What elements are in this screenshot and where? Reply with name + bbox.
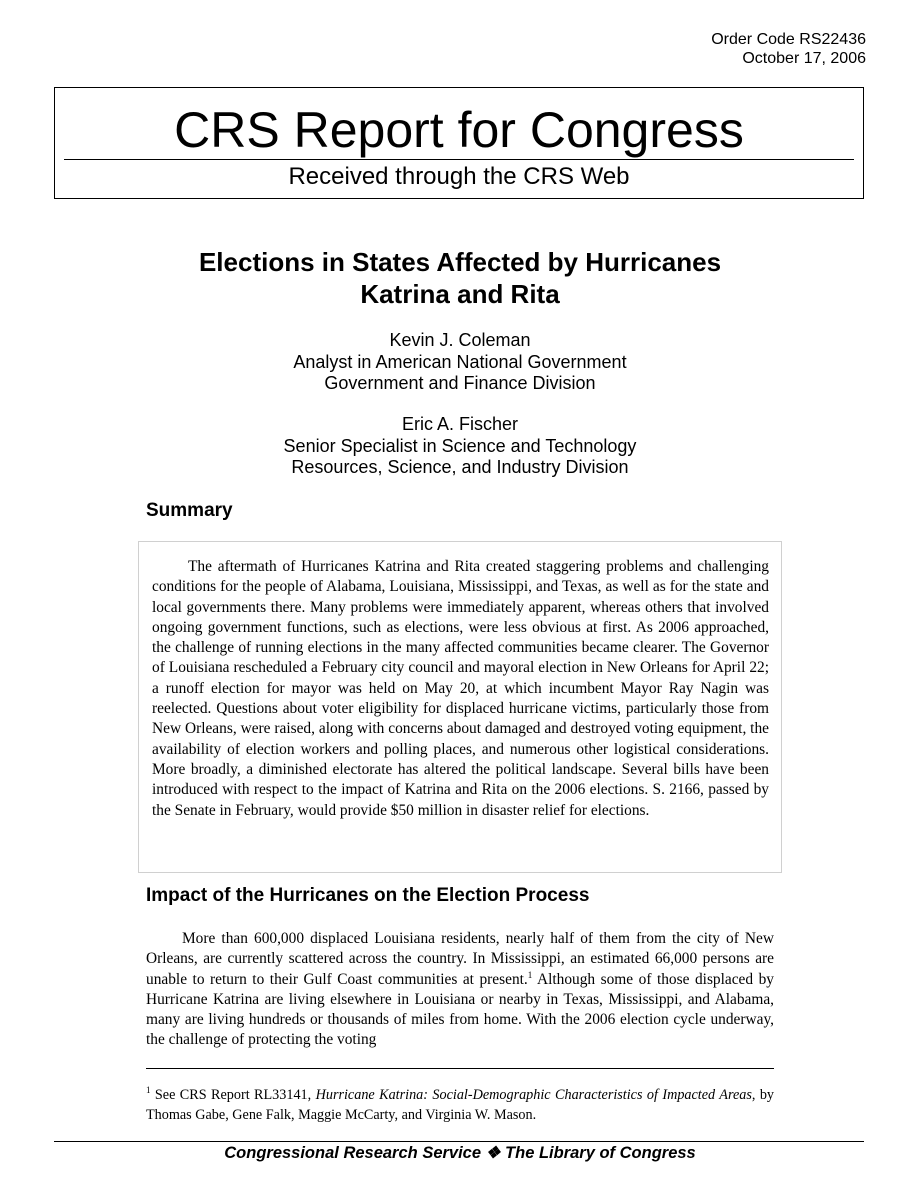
summary-heading: Summary: [146, 500, 233, 521]
title-line-1: Elections in States Affected by Hurricanes: [198, 247, 722, 277]
banner-title: CRS Report for Congress: [174, 102, 744, 158]
author-name: Kevin J. Coleman: [389, 330, 531, 350]
author-division: Resources, Science, and Industry Division: [291, 457, 629, 477]
document-title: [0, 246, 920, 310]
banner-divider: [64, 159, 854, 160]
impact-heading: Impact of the Hurricanes on the Election Process: [146, 885, 590, 906]
footer-library: The Library of Congress: [505, 1144, 696, 1162]
author-block-2: [0, 414, 920, 479]
report-banner: [54, 87, 864, 199]
footnote-suffix: , by Thomas Gabe, Gene Falk, Maggie McCarty, and Virginia W. Mason.: [146, 1087, 775, 1123]
page-footer: [0, 1143, 920, 1163]
impact-paragraph: [146, 929, 774, 1051]
summary-text: The aftermath of Hurricanes Katrina and Rita created staggering problems and challenging conditions for the people of Alabama, Louisiana, Mississippi, and Texas, as well as for the state and local governments there. Many problems were immediately apparent, whereas others that involved ongoing government functions, such as elections, were less obvious at first. As 2006 approached, the challenge of running elections in the many affected communities became clearer. The Governor of Louisiana rescheduled a February city council and mayoral election in New Orleans for April 22; a runoff election for mayor was held on May 20, at which incumbent Mayor Ray Nagin was reelected. Questions about voter eligibility for displaced hurricane victims, particularly those from New Orleans, were raised, along with concerns about damaged and destroyed voting equipment, the availability of election workers and polling places, and numerous other logistical considerations. More broadly, a diminished electorate has altered the political landscape. Several bills have been introduced with respect to the impact of Katrina and Rita on the 2006 elections. S. 2166, passed by the Senate in February, would provide $50 million in disaster relief for elections.: [152, 558, 769, 819]
impact-text-part-2: Although some of those displaced by Hurricane Katrina are living elsewhere in Louisiana or nearby in Texas, Mississippi, and Alabama, many are living hundreds or thousands of miles from home. With the 2006 election cycle underway, the challenge of protecting the voting: [146, 970, 774, 1049]
author-name: Eric A. Fischer: [401, 414, 519, 434]
author-block-1: [0, 330, 920, 395]
footer-separator-icon: ❖: [485, 1144, 501, 1162]
footnote-prefix: See CRS Report RL33141,: [150, 1087, 316, 1103]
title-line-2: Katrina and Rita: [360, 279, 560, 309]
author-position: Analyst in American National Government: [293, 351, 627, 372]
footnote: [146, 1086, 774, 1125]
author-position: Senior Specialist in Science and Technology: [283, 435, 637, 456]
footnote-number: 1: [146, 1085, 151, 1095]
footer-divider: [54, 1141, 864, 1142]
report-date: October 17, 2006: [742, 50, 866, 67]
summary-box: [138, 541, 782, 873]
order-code-block: [711, 30, 866, 68]
order-code: Order Code RS22436: [711, 31, 866, 48]
footnote-divider: [146, 1068, 774, 1069]
banner-subtitle: Received through the CRS Web: [288, 163, 630, 190]
footnote-reference[interactable]: 1: [527, 969, 533, 980]
footer-org: Congressional Research Service: [224, 1144, 482, 1162]
author-division: Government and Finance Division: [324, 373, 596, 393]
footnote-report-title: Hurricane Katrina: Social-Demographic Characteristics of Impacted Areas: [315, 1087, 752, 1103]
impact-text-part-1: More than 600,000 displaced Louisiana residents, nearly half of them from the city of New Orleans, are currently scattered across the country. In Mississippi, an estimated 66,000 persons are unable to return to their Gulf Coast communities at present.: [146, 930, 774, 988]
